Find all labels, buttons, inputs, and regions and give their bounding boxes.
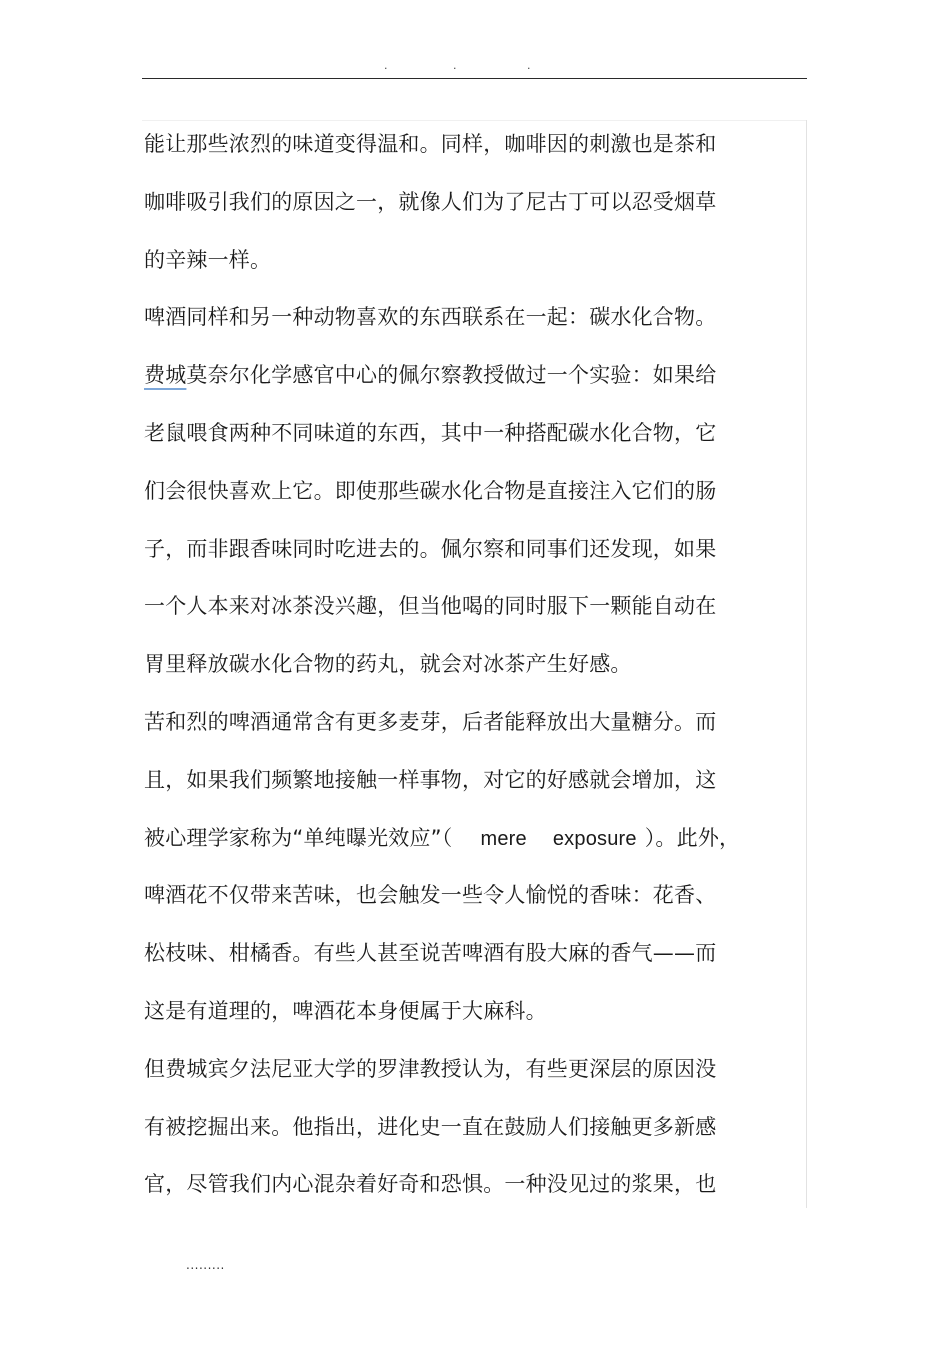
text-line-post: ）。此外， (644, 825, 741, 850)
text-line: 胃里释放碳水化合物的药丸，就会对冰茶产生好感。 (144, 652, 632, 677)
text-line: 官，尽管我们内心混杂着好奇和恐惧。一种没见过的浆果，也 (144, 1172, 717, 1197)
text-line (144, 347, 809, 405)
text-line: 这是有道理的，啤酒花本身便属于大麻科。 (144, 998, 547, 1023)
text-line-pre: 被心理学家称为“单纯曝光效应”（ (144, 825, 453, 850)
header-mark-2: . (453, 59, 457, 72)
text-line: 苦和烈的啤酒通常含有更多麦芽，后者能释放出大量糖分。而 (144, 709, 717, 734)
header-mark-3: . (527, 59, 531, 72)
text-line: 一个人本来对冰茶没兴趣，但当他喝的同时服下一颗能自动在 (144, 594, 717, 619)
text-line: 啤酒同样和另一种动物喜欢的东西联系在一起：碳水化合物。 (144, 305, 717, 330)
text-line: 且，如果我们频繁地接触一样事物，对它的好感就会增加，这 (144, 767, 717, 792)
text-line: 们会很快喜欢上它。即使那些碳水化合物是直接注入它们的肠 (144, 478, 717, 503)
text-line: 能让那些浓烈的味道变得温和。同样，咖啡因的刺激也是茶和 (144, 132, 717, 156)
text-line: 老鼠喂食两种不同味道的东西，其中一种搭配碳水化合物，它 (144, 420, 717, 445)
document-body (144, 116, 809, 1214)
text-line: 但费城宾夕法尼亚大学的罗津教授认为，有些更深层的原因没 (144, 1056, 717, 1081)
text-line: 啤酒花不仅带来苦味，也会触发一些令人愉悦的香味：花香、 (144, 883, 717, 908)
header-rule (142, 78, 807, 79)
hyperlink-philadelphia[interactable]: 费城 (144, 363, 187, 388)
term-mere: mere (480, 827, 527, 850)
text-line (144, 810, 809, 868)
text-line: 的辛辣一样。 (144, 247, 272, 272)
text-line: 松枝味、柑橘香。有些人甚至说苦啤酒有股大麻的香气——而 (144, 941, 717, 966)
text-line: 咖啡吸引我们的原因之一，就像人们为了尼古丁可以忍受烟草 (144, 189, 717, 214)
footer-marks: ......... (186, 1258, 225, 1272)
text-line: 有被挖掘出来。他指出，进化史一直在鼓励人们接触更多新感 (144, 1114, 717, 1139)
term-exposure: exposure (552, 827, 637, 850)
text-line-rest: 莫奈尔化学感官中心的佩尔察教授做过一个实验：如果给 (186, 363, 717, 388)
header-mark-1: . (384, 59, 388, 72)
text-line: 子，而非跟香味同时吃进去的。佩尔察和同事们还发现，如果 (144, 536, 717, 561)
